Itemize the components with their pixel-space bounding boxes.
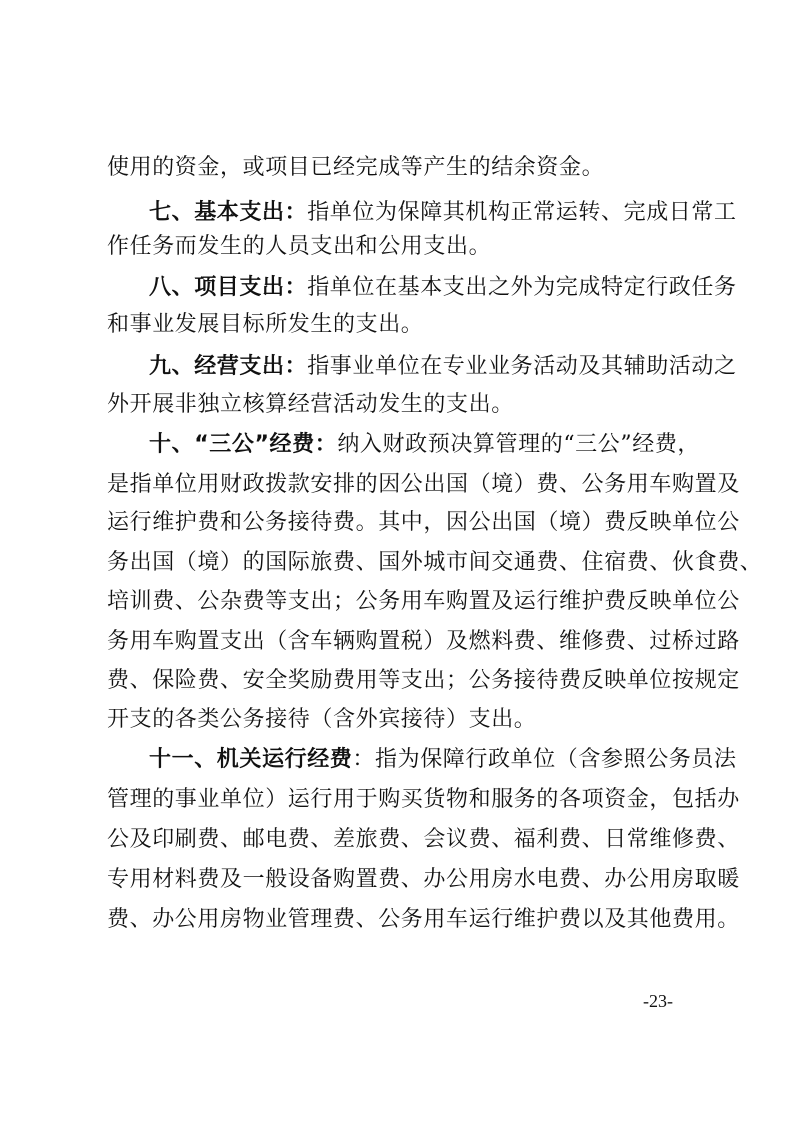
paragraph-line (107, 587, 740, 617)
paragraph-line (107, 508, 740, 538)
line-text: ：指为保障行政单位（含参照公务员法 (352, 747, 737, 772)
page-number: -23- (643, 991, 673, 1011)
line-text: 和事业发展目标所发生的支出。 (107, 312, 424, 337)
line-text: 运行维护费和公务接待费。其中，因公出国（境）费反映单位公 (107, 510, 740, 535)
paragraph-line (107, 865, 740, 895)
paragraph-line (107, 785, 740, 815)
paragraph-line (149, 745, 737, 775)
paragraph-line (107, 548, 763, 578)
line-text: 务用车购置支出（含车辆购置税）及燃料费、维修费、过桥过路 (107, 629, 740, 654)
paragraph-line (107, 627, 740, 657)
section-heading: 十、“三公”经费： (149, 432, 338, 457)
section-heading: 九、经营支出： (149, 354, 308, 379)
paragraph-line (149, 352, 737, 382)
paragraph-line (107, 825, 740, 855)
line-text: 务出国（境）的国际旅费、国外城市间交通费、住宿费、伙食费、 (107, 550, 763, 575)
section-heading: 十一、机关运行经费 (149, 747, 353, 772)
line-text: 使用的资金，或项目已经完成等产生的结余资金。 (107, 155, 605, 180)
line-text: 纳入财政预决算管理的“三公”经费， (337, 432, 701, 457)
line-text: 指事业单位在专业业务活动及其辅助活动之 (307, 354, 737, 379)
paragraph-line (107, 153, 697, 183)
line-text: 是指单位用财政拨款安排的因公出国（境）费、公务用车购置及 (107, 472, 740, 497)
paragraph-line (149, 273, 737, 303)
paragraph-line (107, 705, 697, 735)
line-text: 指单位为保障其机构正常运转、完成日常工 (307, 200, 737, 225)
paragraph-line (107, 905, 740, 935)
paragraph-line (107, 470, 740, 500)
line-text: 开支的各类公务接待（含外宾接待）支出。 (107, 707, 537, 732)
paragraph-line (149, 430, 701, 460)
line-text: 外开展非独立核算经营活动发生的支出。 (107, 392, 514, 417)
line-text: 培训费、公杂费等支出；公务用车购置及运行维护费反映单位公 (107, 589, 740, 614)
section-heading: 八、项目支出： (149, 275, 308, 300)
line-text: 费、保险费、安全奖励费用等支出；公务接待费反映单位按规定 (107, 668, 740, 693)
line-text: 管理的事业单位）运行用于购买货物和服务的各项资金，包括办 (107, 787, 740, 812)
line-text: 指单位在基本支出之外为完成特定行政任务 (307, 275, 737, 300)
line-text: 公及印刷费、邮电费、差旅费、会议费、福利费、日常维修费、 (107, 827, 740, 852)
paragraph-line (107, 310, 697, 340)
paragraph-line (107, 666, 740, 696)
paragraph-line (107, 232, 697, 262)
section-heading: 七、基本支出： (149, 200, 308, 225)
paragraph-line (107, 390, 697, 420)
line-text: 专用材料费及一般设备购置费、办公用房水电费、办公用房取暖 (107, 867, 740, 892)
line-text: 作任务而发生的人员支出和公用支出。 (107, 234, 492, 259)
paragraph-line (149, 198, 737, 228)
line-text: 费、办公用房物业管理费、公务用车运行维护费以及其他费用。 (107, 907, 740, 932)
